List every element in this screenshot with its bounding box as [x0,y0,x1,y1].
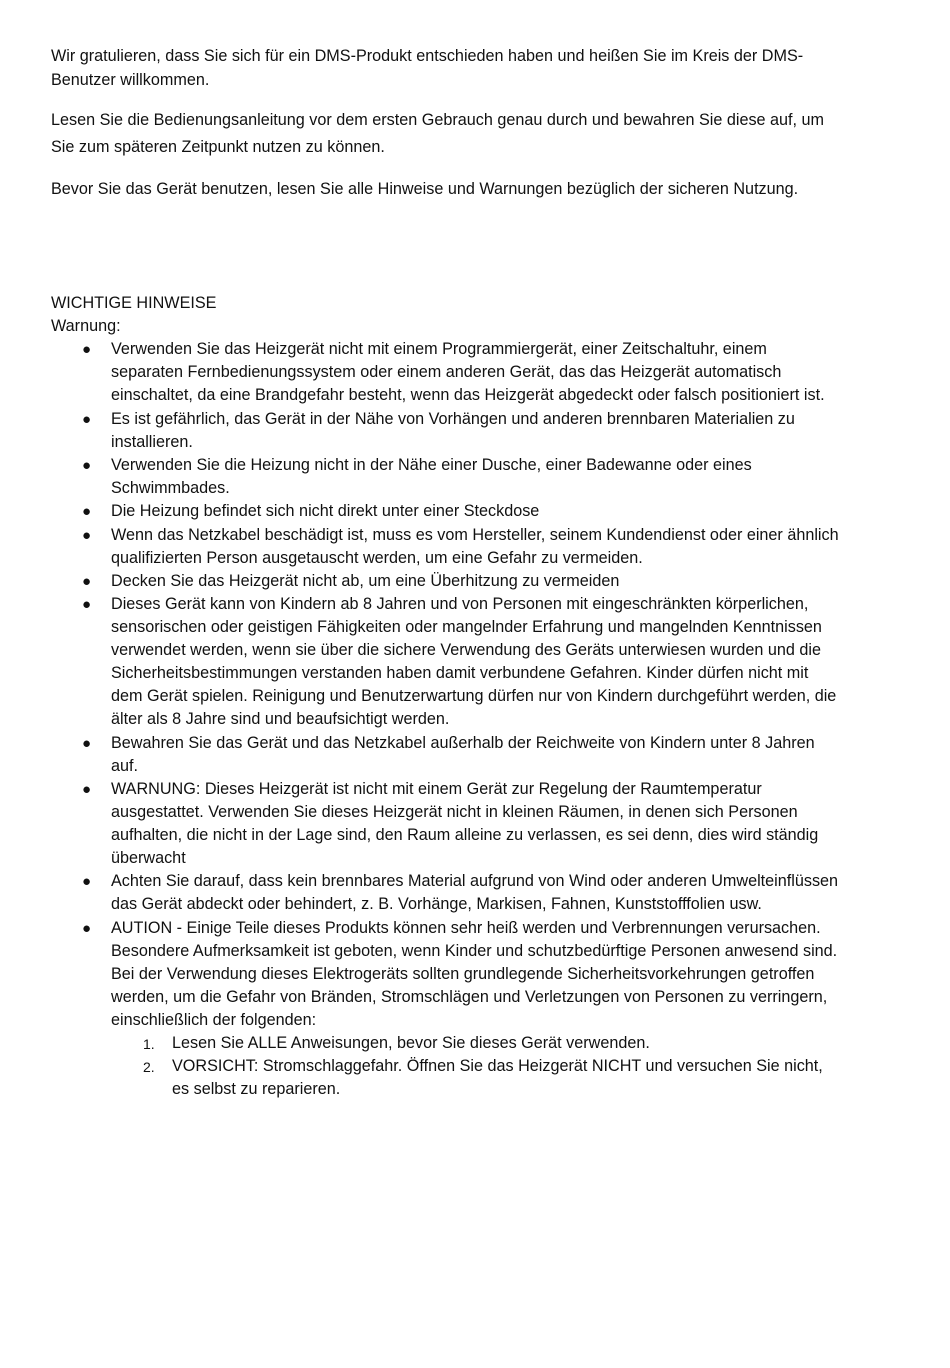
step-text: VORSICHT: Stromschlaggefahr. Öffnen Sie das Heizgerät NICHT und versuchen Sie nicht, es selbst zu reparieren. [172,1056,823,1098]
list-item-text: Wenn das Netzkabel beschädigt ist, muss es vom Hersteller, seinem Kundendienst oder einer ähnlich qualifizierten Person ausgetauscht werden, um eine Gefahr zu vermeiden. [111,525,839,567]
bullet-icon: ● [82,573,92,591]
intro-paragraph-congratulations: Wir gratulieren, dass Sie sich für ein DMS-Produkt entschieden haben und heißen Sie im Kreis der DMS-Benutzer willkommen. [51,47,804,89]
step-number: 1. [143,1035,155,1052]
numbered-steps [111,1032,841,1101]
list-item-text: Es ist gefährlich, das Gerät in der Nähe von Vorhängen und anderen brennbaren Materialien zu installieren. [111,409,795,451]
bullet-icon: ● [82,526,92,544]
list-item-text: Achten Sie darauf, dass kein brennbares Material aufgrund von Wind oder anderen Umwelteinflüssen das Gerät abdeckt oder behindert, z. B. Vorhänge, Markisen, Fahnen, Kunststofffolien usw. [111,872,839,914]
bullet-icon: ● [82,873,92,891]
bullet-icon: ● [82,781,92,799]
bullet-icon: ● [82,410,92,428]
list-item-text: Dieses Gerät kann von Kindern ab 8 Jahren und von Personen mit eingeschränkten körperlichen, sensorischen oder geistigen Fähigkeiten oder mangelnder Erfahrung und mangelnden Kenntnissen verwendet werden, wenn sie über die sichere Verwendung des Geräts unterwiesen wurden und die Sicherheitsbestimmungen verstanden haben damit verbundene Gefahren. Kinder dürfen nicht mit dem Gerät spielen. Reinigung und Benutzerwartung dürfen nur von Kindern durchgeführt werden, die älter als 8 Jahre sind und beaufsichtigt werden. [111,595,837,729]
safety-precautions-note: Bei der Verwendung dieses Elektrogeräts sollten grundlegende Sicherheitsvorkehrungen getroffen werden, um die Gefahr von Bränden, Stromschlägen und Verletzungen von Personen zu verringern, einschließlich der folgenden: [111,964,828,1029]
list-item [51,593,841,731]
list-item-text: Die Heizung befindet sich nicht direkt unter einer Steckdose [111,502,540,521]
intro-paragraph-safety: Bevor Sie das Gerät benutzen, lesen Sie alle Hinweise und Warnungen bezüglich der sicheren Nutzung. [51,180,799,198]
list-item [51,524,841,570]
step-number: 2. [143,1058,155,1075]
list-item-text: Verwenden Sie das Heizgerät nicht mit einem Programmiergerät, einer Zeitschaltuhr, einem separaten Fernbedienungssystem oder einem anderen Gerät, das das Heizgerät automatisch einschaltet, da eine Brandgefahr besteht, wenn das Heizgerät abgedeckt oder falsch positioniert ist. [111,340,825,405]
list-item [51,408,841,454]
step-text: Lesen Sie ALLE Anweisungen, bevor Sie dieses Gerät verwenden. [172,1033,650,1052]
warning-list [51,338,841,1100]
list-item [51,454,841,500]
bullet-icon: ● [82,596,92,614]
numbered-step [111,1032,841,1055]
list-item-text: WARNUNG: Dieses Heizgerät ist nicht mit einem Gerät zur Regelung der Raumtemperatur ausgestattet. Verwenden Sie dieses Heizgerät nicht in kleinen Räumen, in denen sich Personen aufhalten, die nicht in der Lage sind, den Raum alleine zu verlassen, es sei denn, dies wird ständig überwacht [111,780,819,868]
bullet-icon: ● [82,457,92,475]
bullet-icon: ● [82,734,92,752]
list-item [51,570,841,593]
numbered-step [111,1055,841,1101]
section-title: WICHTIGE HINWEISE [51,294,217,312]
important-notes-section [51,292,841,1101]
list-item-caution [51,917,841,1101]
list-item [51,870,841,916]
bullet-icon: ● [82,341,92,359]
list-item-text: Bewahren Sie das Gerät und das Netzkabel außerhalb der Reichweite von Kindern unter 8 Jahren auf. [111,733,815,775]
list-item [51,778,841,870]
bullet-icon: ● [82,503,92,521]
list-item [51,338,841,407]
list-item-text: AUTION - Einige Teile dieses Produkts können sehr heiß werden und Verbrennungen verursachen. Besondere Aufmerksamkeit ist geboten, wenn Kinder und schutzbedürftige Personen anwesend sind. [111,918,838,960]
list-item-text: Decken Sie das Heizgerät nicht ab, um eine Überhitzung zu vermeiden [111,572,620,591]
bullet-icon: ● [82,919,92,937]
warning-label: Warnung: [51,317,121,335]
list-item [51,500,841,523]
list-item-text: Verwenden Sie die Heizung nicht in der Nähe einer Dusche, einer Badewanne oder eines Schwimmbades. [111,456,752,498]
intro-paragraph-read-manual: Lesen Sie die Bedienungsanleitung vor dem ersten Gebrauch genau durch und bewahren Sie diese auf, um Sie zum späteren Zeitpunkt nutzen zu können. [51,111,825,156]
list-item [51,732,841,778]
